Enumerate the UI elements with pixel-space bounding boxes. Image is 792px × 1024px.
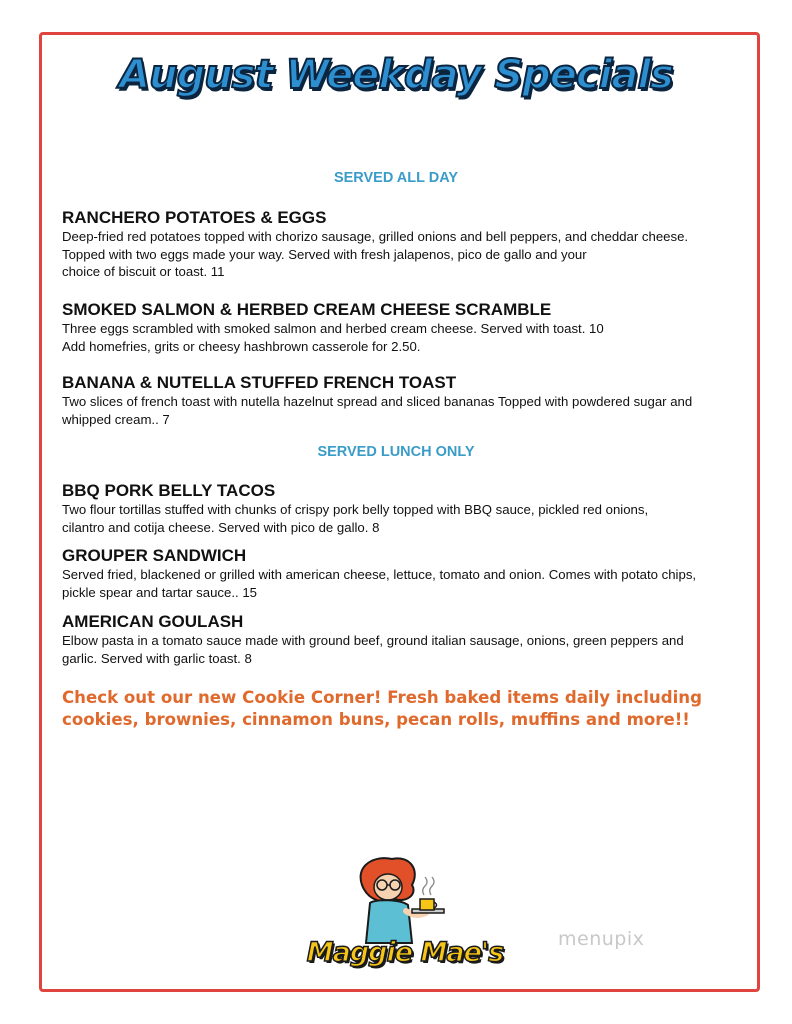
menu-item-description: Three eggs scrambled with smoked salmon and herbed cream cheese. Served with toast. 10 Add homefries, grits or cheesy hashbrown casserole for 2.50. xyxy=(62,321,604,354)
section-heading-lunch: SERVED LUNCH ONLY xyxy=(317,444,475,460)
menu-item xyxy=(62,612,752,667)
menu-item-description: Two slices of french toast with nutella hazelnut spread and sliced bananas Topped with powdered sugar and whipped cream.. 7 xyxy=(62,394,693,427)
page-title: August Weekday Specials xyxy=(119,52,673,98)
watermark: menupix xyxy=(558,928,645,950)
menu-item-name: BBQ PORK BELLY TACOS xyxy=(62,481,276,500)
menu-item-name: RANCHERO POTATOES & EGGS xyxy=(62,208,327,227)
section-heading-all-day: SERVED ALL DAY xyxy=(333,170,459,186)
maggie-maes-logo xyxy=(300,855,510,980)
menu-item-name: AMERICAN GOULASH xyxy=(62,612,244,631)
menu-item xyxy=(62,208,752,281)
menu-item-name: GROUPER SANDWICH xyxy=(62,546,247,565)
promo-text: Check out our new Cookie Corner! Fresh baked items daily including cookies, brownies, cinnamon buns, pecan rolls, muffins and more!! xyxy=(62,688,702,729)
menu-item-description: Two flour tortillas stuffed with chunks of crispy pork belly topped with BBQ sauce, pickled red onions, cilantro and cotija cheese. Served with pico de gallo. 8 xyxy=(62,502,649,535)
menu-item-description: Deep-fried red potatoes topped with chorizo sausage, grilled onions and bell peppers, and cheddar cheese. Topped with two eggs made your way. Served with fresh jalapenos, pico de gallo and your choice of biscuit or toast. 11 xyxy=(62,229,689,279)
menu-item-name: BANANA & NUTELLA STUFFED FRENCH TOAST xyxy=(62,373,457,392)
menu-item-name: SMOKED SALMON & HERBED CREAM CHEESE SCRAMBLE xyxy=(62,300,552,319)
menu-item xyxy=(62,481,752,536)
menu-item xyxy=(62,546,752,601)
waitress-mascot-icon xyxy=(300,855,510,945)
menu-item xyxy=(62,300,752,355)
logo-text: Maggie Mae's xyxy=(306,937,504,968)
menu-item-description: Served fried, blackened or grilled with american cheese, lettuce, tomato and onion. Comes with potato chips, pickle spear and tartar sauce.. 15 xyxy=(62,567,697,600)
menu-item xyxy=(62,373,752,428)
menu-item-description: Elbow pasta in a tomato sauce made with ground beef, ground italian sausage, onions, green peppers and garlic. Served with garlic toast. 8 xyxy=(62,633,684,666)
